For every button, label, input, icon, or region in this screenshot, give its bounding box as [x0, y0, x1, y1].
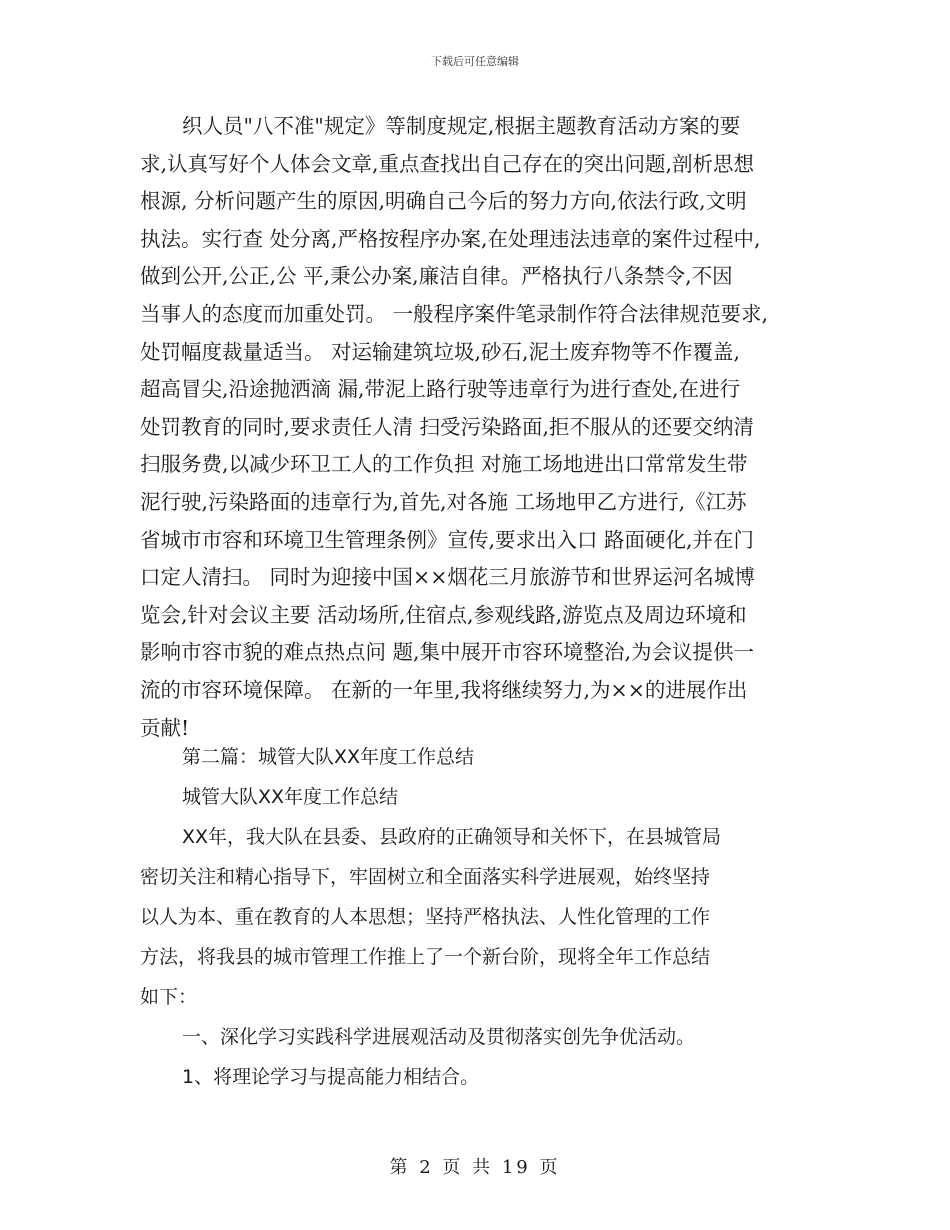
text-line: 以人为本、重在教育的人本思想；坚持严格执法、人性化管理的工作: [140, 906, 711, 928]
text-line: 方法，将我县的城市管理工作推上了一个新台阶，现将全年工作总结: [140, 946, 711, 968]
text-line: XX年，我大队在县委、县政府的正确领导和关怀下，在县城管局: [182, 826, 722, 848]
text-line: 织人员"八不准"规定》等制度规定,根据主题教育活动方案的要: [182, 114, 741, 138]
text-line: 做到公开,公正,公 平,秉公办案,廉洁自律。严格执行八条禁令,不因: [140, 264, 733, 289]
text-line: 省城市市容和环境卫生管理条例》宣传,要求出入口 路面硬化,并在门: [140, 527, 755, 552]
second-article: [140, 737, 830, 1097]
text-line: 执法。实行查 处分离,严格按程序办案,在处理违法违章的案件过程中,: [140, 226, 761, 251]
section-heading: 一、深化学习实践科学进展观活动及贯彻落实创先争优活动。: [182, 1026, 696, 1048]
text-line: 流的市容环境保障。 在新的一年里,我将继续努力,为××的进展作出: [140, 677, 748, 702]
text-line: 览会,针对会议主要 活动场所,住宿点,参观线路,游览点及周边环境和: [140, 602, 747, 627]
subsection-heading: 1、将理论学习与提高能力相结合。: [182, 1066, 480, 1088]
text-line: 影响市容市貌的难点热点问 题,集中展开市容环境整治,为会议提供一: [140, 640, 755, 665]
text-line: 扫服务费,以减少环卫工人的工作负担 对施工场地进出口常常发生带: [140, 452, 748, 477]
text-line: 泥行驶,污染路面的违章行为,首先,对各施 工场地甲乙方进行,《江苏: [140, 489, 747, 514]
text-line: 密切关注和精心指导下，牢固树立和全面落实科学进展观，始终坚持: [140, 866, 711, 888]
text-line: 处罚教育的同时,要求责任人清 扫受污染路面,拒不服从的还要交纳清: [140, 414, 755, 439]
text-line: 处罚幅度裁量适当。 对运输建筑垃圾,砂石,泥土废弃物等不作覆盖,: [140, 339, 741, 364]
header-note: 下载后可任意编辑: [431, 55, 519, 68]
page-number-footer: 第 2 页 共 19 页: [389, 1157, 561, 1178]
text-line: 求,认真写好个人体会文章,重点查找出自己存在的突出问题,剖析思想: [140, 151, 755, 176]
text-line: 贡献!: [140, 715, 190, 740]
text-line: 如下：: [140, 986, 198, 1008]
article-subtitle: 城管大队XX年度工作总结: [182, 786, 399, 808]
text-line: 口定人清扫。 同时为迎接中国××烟花三月旅游节和世界运河名城博: [140, 565, 755, 590]
text-line: 根源, 分析问题产生的原因,明确自己今后的努力方向,依法行政,文明: [140, 189, 747, 214]
paragraph-continued: [140, 108, 830, 747]
text-line: 当事人的态度而加重处罚。 一般程序案件笔录制作符合法律规范要求,: [140, 301, 769, 326]
article-title: 第二篇：城管大队XX年度工作总结: [182, 746, 475, 768]
text-line: 超高冒尖,沿途抛洒滴 漏,带泥上路行驶等违章行为进行查处,在进行: [140, 377, 741, 402]
